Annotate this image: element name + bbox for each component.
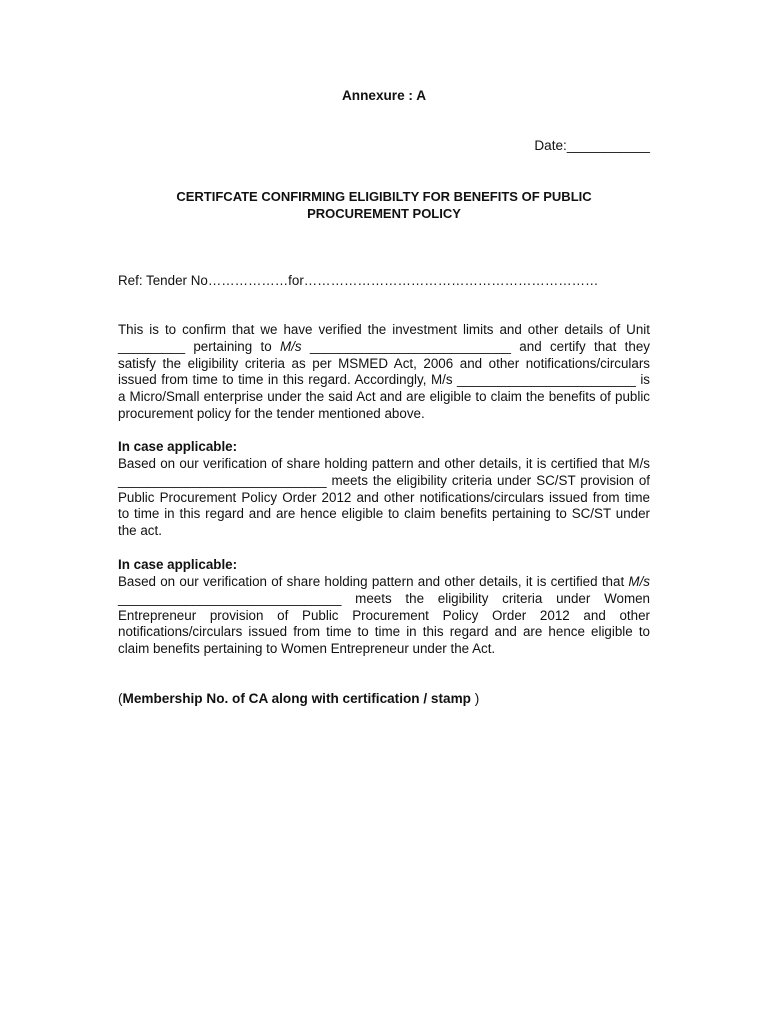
applicable-heading-1: In case applicable: (118, 439, 238, 454)
date-field: Date:___________ (534, 138, 650, 153)
scst-paragraph: Based on our verification of share holding pattern and other details, it is certified that M/s ____________________________ meets the eligibility criteria under SC/ST provision of Public Procurement Policy Order 2012 and other notifications/circulars issued from time to time in this regard and are hence eligible to claim benefits pertaining to SC/ST under the act. (118, 456, 650, 539)
annexure-heading: Annexure : A (341, 88, 427, 103)
para3-text-1: Based on our verification of share holding pattern and other details, it is certified that (118, 574, 629, 589)
para3-text-2: ______________________________ meets the eligibility criteria under Women Entrepreneur provision of Public Procurement Policy Order 2012 and other notifications/circulars issued from time to time in this regard and are hence eligible to claim benefits pertaining to Women Entrepreneur under the Act. (118, 590, 650, 657)
applicable-heading-2: In case applicable: (118, 557, 238, 572)
membership-text: Membership No. of CA along with certification / stamp (122, 691, 475, 706)
membership-note (118, 691, 479, 706)
membership-open-paren: ( (118, 691, 123, 706)
para3-ms: M/s (628, 574, 650, 589)
confirmation-paragraph (118, 322, 650, 423)
women-entrepreneur-paragraph (118, 574, 650, 658)
title-line-1: CERTIFCATE CONFIRMING ELIGIBILTY FOR BENEFITS OF PUBLIC (176, 189, 592, 204)
para1-ms: M/s (280, 338, 302, 354)
title-line-2: PROCUREMENT POLICY (307, 206, 461, 221)
tender-reference: Ref: Tender No………………for………………………………………………………… (118, 273, 599, 288)
membership-close-paren: ) (474, 691, 480, 706)
para1-text-1: This is to confirm that we have verified the investment limits and other details of Unit _________ pertaining to (118, 322, 650, 354)
para1-text-2: ___________________________ and certify that they satisfy the eligibility criteria as per MSMED Act, 2006 and other notifications/circulars issued from time to time in this regard. Accordingly, M/s ________________________ is a Micro/Small enterprise under the said Act and are eligible to claim the benefits of public procurement policy for the tender mentioned above. (118, 338, 650, 421)
certificate-title (118, 188, 650, 222)
